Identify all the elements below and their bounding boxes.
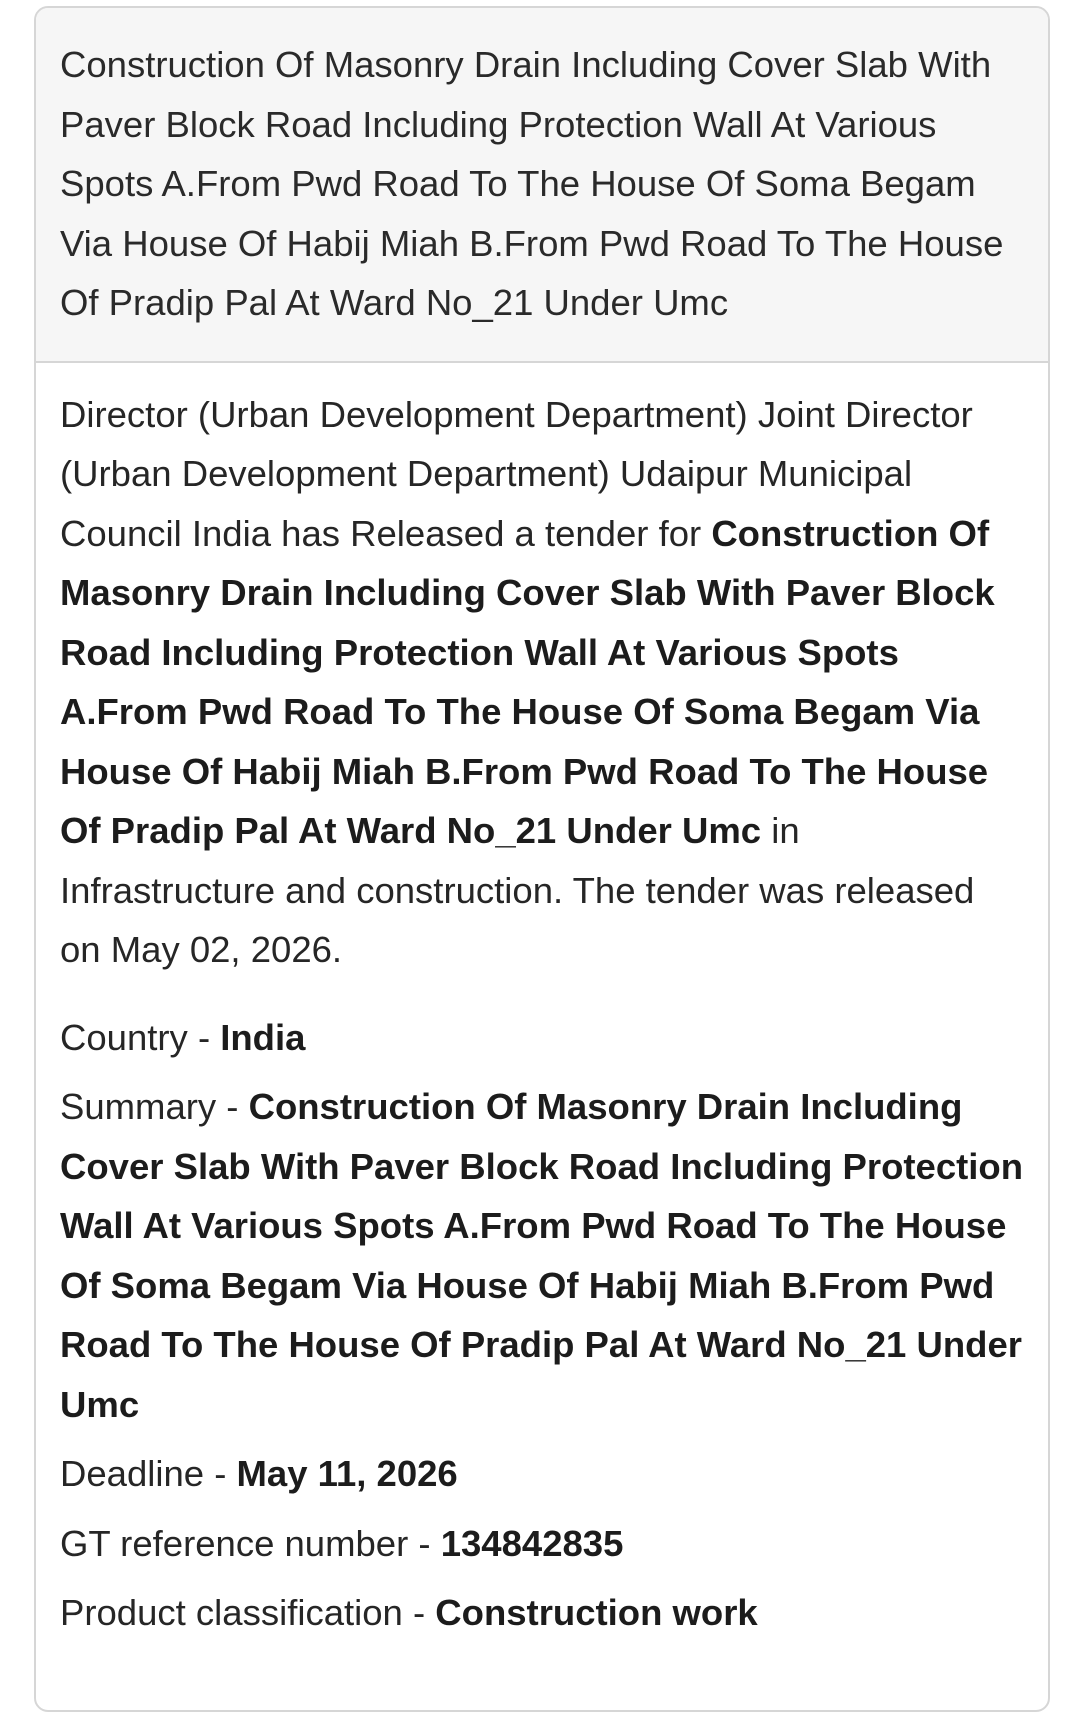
summary-value: Construction Of Masonry Drain Including Cover Slab With Paver Block Road Including Protection Wall At Various Spots A.From Pwd Road To The House Of Soma Begam Via House Of Habij Miah B.From Pwd Road To The House Of Pradip Pal At Ward No_21 Under Umc: [60, 1086, 1024, 1425]
product-classification-value: Construction work: [435, 1592, 758, 1633]
tender-description: [60, 385, 1024, 980]
summary-label: Summary -: [60, 1086, 249, 1127]
gt-reference-field: [60, 1514, 1024, 1574]
description-prefix: Director (Urban Development Department) Joint Director (Urban Development Department) Udaipur Municipal Council India has Released a tender for: [60, 393, 973, 554]
product-classification-field: [60, 1583, 1024, 1643]
description-tender-title: Construction Of Masonry Drain Including Cover Slab With Paver Block Road Including Protection Wall At Various Spots A.From Pwd Road To The House Of Soma Begam Via House Of Habij Miah B.From Pwd Road To The House Of Pradip Pal At Ward No_21 Under Umc: [60, 512, 995, 851]
country-field: [60, 1008, 1024, 1068]
tender-details: [36, 363, 1048, 1663]
summary-field: [60, 1077, 1024, 1434]
tender-title: Construction Of Masonry Drain Including Cover Slab With Paver Block Road Including Protection Wall At Various Spots A.From Pwd Road To The House Of Soma Begam Via House Of Habij Miah B.From Pwd Road To The House Of Pradip Pal At Ward No_21 Under Umc: [36, 8, 1048, 363]
deadline-label: Deadline -: [60, 1453, 237, 1494]
country-label: Country -: [60, 1016, 221, 1058]
deadline-field: [60, 1444, 1024, 1504]
deadline-value: May 11, 2026: [236, 1453, 458, 1494]
gt-reference-label: GT reference number -: [60, 1522, 441, 1564]
description-suffix: in Infrastructure and construction. The tender was released on May 02, 2026.: [60, 810, 975, 970]
gt-reference-value: 134842835: [440, 1522, 624, 1564]
tender-card: [34, 6, 1050, 1712]
product-classification-label: Product classification -: [60, 1592, 436, 1633]
country-value: India: [220, 1016, 306, 1058]
